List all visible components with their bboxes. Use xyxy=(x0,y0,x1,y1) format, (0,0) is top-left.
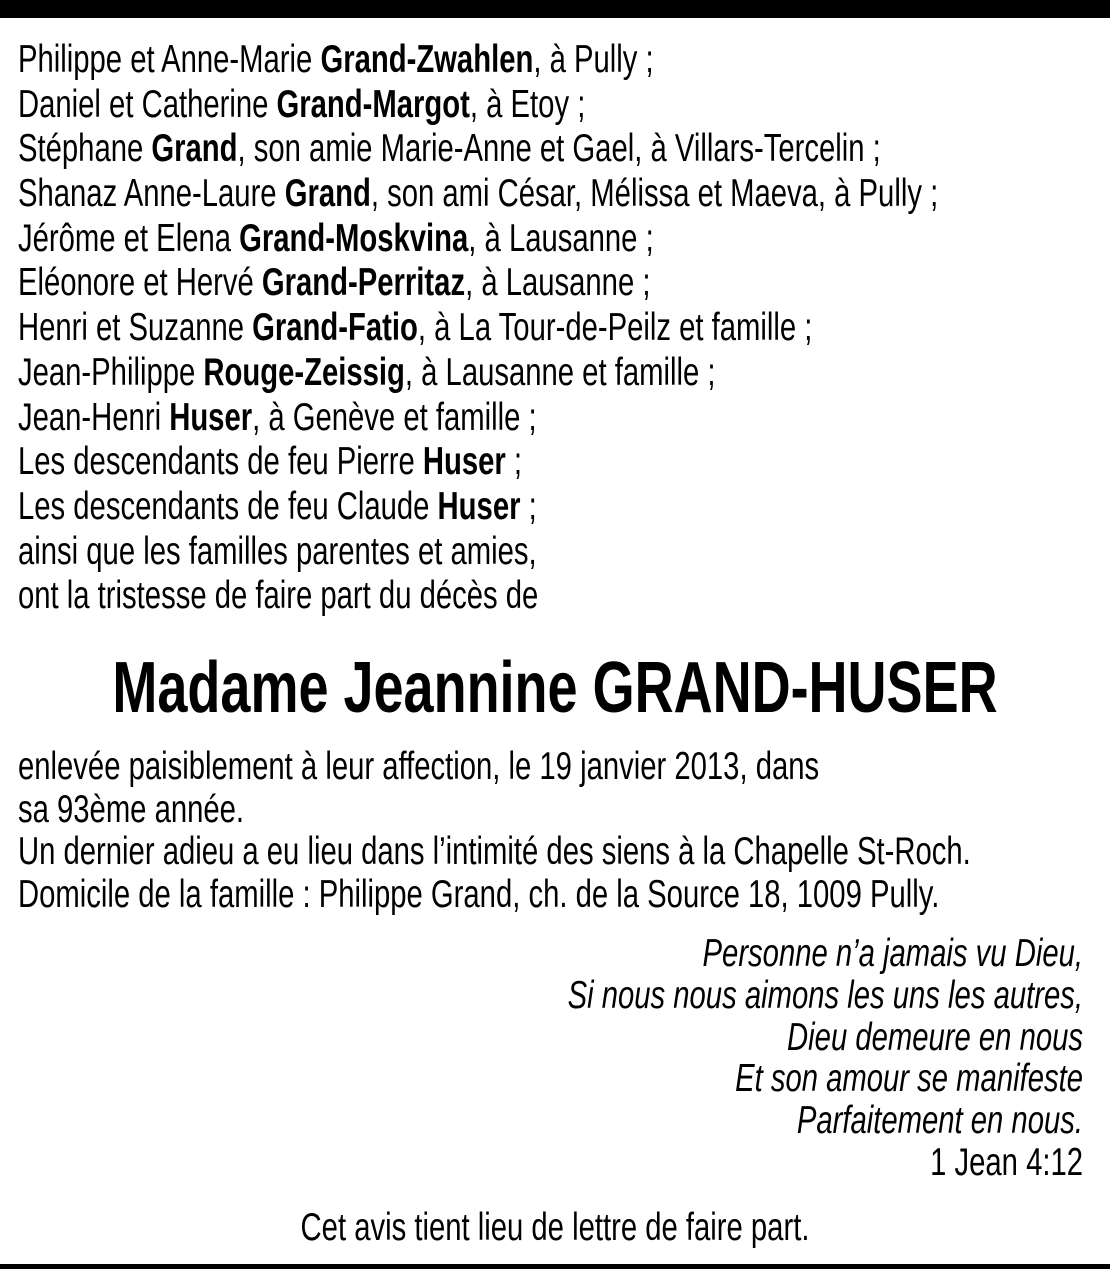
paragraph-line: Domicile de la famille : Philippe Grand, ch. de la Source 18, 1009 Pully. xyxy=(18,872,940,916)
family-line xyxy=(18,351,938,396)
family-list xyxy=(18,38,938,619)
family-text: Eléonore et Hervé xyxy=(18,261,262,305)
family-text: , son amie Marie-Anne et Gael, à Villars-Tercelin ; xyxy=(237,127,881,171)
family-line xyxy=(18,127,938,172)
family-surname: Rouge-Zeissig xyxy=(203,350,405,394)
quote-line: Et son amour se manifeste xyxy=(735,1057,1083,1101)
family-line xyxy=(18,530,938,575)
family-line xyxy=(18,396,938,441)
family-line xyxy=(18,261,938,306)
quote-line: Dieu demeure en nous xyxy=(787,1015,1083,1059)
family-text: Daniel et Catherine xyxy=(18,82,277,126)
family-surname: Huser xyxy=(169,395,253,439)
paragraph-line: sa 93ème année. xyxy=(18,787,245,831)
family-surname: Grand-Margot xyxy=(276,82,470,126)
family-text: , à Lausanne ; xyxy=(465,261,651,305)
family-text: Jean-Henri xyxy=(18,395,170,439)
quote-line: Si nous nous aimons les uns les autres, xyxy=(567,973,1083,1017)
family-line xyxy=(18,574,938,619)
family-surname: Grand-Fatio xyxy=(252,306,418,350)
family-text: Stéphane xyxy=(18,127,152,171)
family-text: , à Pully ; xyxy=(533,38,654,81)
family-line xyxy=(18,440,938,485)
family-line xyxy=(18,217,938,262)
family-surname: Grand xyxy=(151,127,238,171)
quote-line: Personne n’a jamais vu Dieu, xyxy=(702,932,1083,975)
family-line xyxy=(18,172,938,217)
family-text: , à Lausanne ; xyxy=(468,216,654,260)
bottom-rule xyxy=(0,1264,1110,1269)
family-text: Les descendants de feu Pierre xyxy=(18,440,423,484)
family-text: Shanaz Anne-Laure xyxy=(18,172,285,216)
family-surname: Grand xyxy=(284,172,371,216)
family-text: Jean-Philippe xyxy=(18,350,204,394)
paragraph-line: Un dernier adieu a eu lieu dans l’intimité des siens à la Chapelle St-Roch. xyxy=(18,830,971,873)
family-surname: Grand-Moskvina xyxy=(239,216,469,260)
family-line xyxy=(18,38,938,83)
family-line xyxy=(18,485,938,530)
family-text: , son ami César, Mélissa et Maeva, à Pully ; xyxy=(370,172,939,216)
family-text: , à La Tour-de-Peilz et famille ; xyxy=(417,306,813,350)
family-text: Philippe et Anne-Marie xyxy=(18,38,321,81)
family-text: Jérôme et Elena xyxy=(18,216,240,260)
family-text: , à Genève et famille ; xyxy=(252,395,537,439)
family-text: , à Lausanne et famille ; xyxy=(404,350,716,394)
quote-line: Parfaitement en nous. xyxy=(796,1099,1083,1143)
family-surname: Huser xyxy=(437,484,521,528)
family-surname: Grand-Zwahlen xyxy=(320,38,534,81)
bible-quote xyxy=(568,933,1083,1184)
family-text: ; xyxy=(505,440,523,484)
quote-reference: 1 Jean 4:12 xyxy=(930,1140,1083,1184)
family-surname: Grand-Perritaz xyxy=(261,261,466,305)
paragraph-line: enlevée paisiblement à leur affection, le 19 janvier 2013, dans xyxy=(18,745,820,788)
family-line xyxy=(18,306,938,351)
family-text: Les descendants de feu Claude xyxy=(18,484,438,528)
announcement-paragraph xyxy=(18,746,971,916)
family-surname: Huser xyxy=(422,440,506,484)
family-text: Henri et Suzanne xyxy=(18,306,253,350)
family-text: ; xyxy=(520,484,537,528)
family-text: ainsi que les familles parentes et amies, xyxy=(18,529,537,573)
footer-note: Cet avis tient lieu de lettre de faire part. xyxy=(300,1206,810,1249)
family-text: ont la tristesse de faire part du décès de xyxy=(18,574,539,618)
family-line xyxy=(18,83,938,128)
deceased-name-title: Madame Jeannine GRAND-HUSER xyxy=(112,648,998,728)
family-text: , à Etoy ; xyxy=(469,82,586,126)
